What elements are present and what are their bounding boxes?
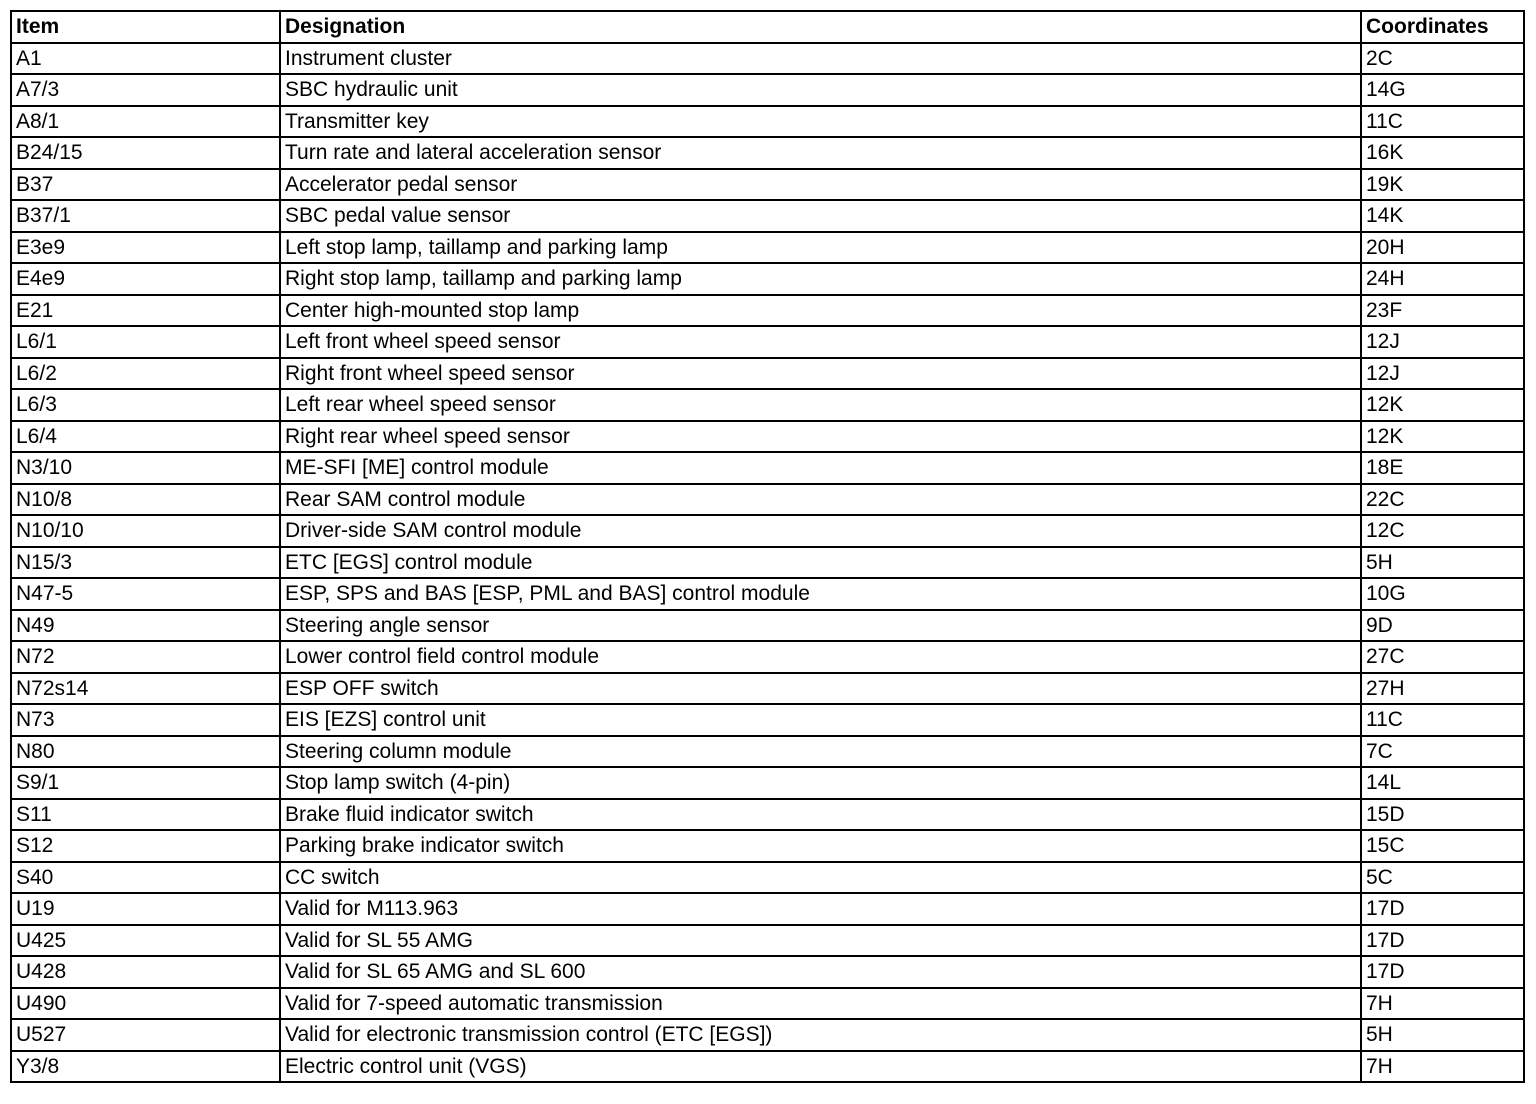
cell-coordinates: 10G	[1361, 578, 1524, 610]
cell-designation: Brake fluid indicator switch	[280, 799, 1361, 831]
cell-designation: Valid for electronic transmission control (ETC [EGS])	[280, 1019, 1361, 1051]
cell-item: L6/1	[11, 326, 280, 358]
cell-item: S40	[11, 862, 280, 894]
cell-item: U490	[11, 988, 280, 1020]
cell-coordinates: 15C	[1361, 830, 1524, 862]
table-row	[11, 862, 1524, 894]
table-row	[11, 736, 1524, 768]
cell-item: B37/1	[11, 200, 280, 232]
cell-item: B37	[11, 169, 280, 201]
cell-item: N3/10	[11, 452, 280, 484]
cell-designation: Instrument cluster	[280, 43, 1361, 75]
cell-item: S12	[11, 830, 280, 862]
cell-item: E3e9	[11, 232, 280, 264]
cell-item: L6/4	[11, 421, 280, 453]
cell-coordinates: 7H	[1361, 988, 1524, 1020]
cell-item: N15/3	[11, 547, 280, 579]
table-row	[11, 106, 1524, 138]
cell-item: N72s14	[11, 673, 280, 705]
table-row	[11, 200, 1524, 232]
cell-designation: Right stop lamp, taillamp and parking lamp	[280, 263, 1361, 295]
table-row	[11, 925, 1524, 957]
header-coordinates: Coordinates	[1361, 11, 1524, 43]
cell-designation: Parking brake indicator switch	[280, 830, 1361, 862]
cell-designation: Electric control unit (VGS)	[280, 1051, 1361, 1083]
cell-designation: Left front wheel speed sensor	[280, 326, 1361, 358]
component-legend-table	[10, 10, 1525, 1083]
table-row	[11, 610, 1524, 642]
table-row	[11, 232, 1524, 264]
cell-coordinates: 18E	[1361, 452, 1524, 484]
cell-designation: Valid for SL 55 AMG	[280, 925, 1361, 957]
cell-item: N72	[11, 641, 280, 673]
table-row	[11, 326, 1524, 358]
cell-coordinates: 14G	[1361, 74, 1524, 106]
cell-designation: Right front wheel speed sensor	[280, 358, 1361, 390]
cell-item: U428	[11, 956, 280, 988]
cell-designation: Steering column module	[280, 736, 1361, 768]
cell-coordinates: 7H	[1361, 1051, 1524, 1083]
table-row	[11, 1051, 1524, 1083]
cell-coordinates: 12C	[1361, 515, 1524, 547]
cell-coordinates: 17D	[1361, 956, 1524, 988]
cell-coordinates: 16K	[1361, 137, 1524, 169]
table-row	[11, 767, 1524, 799]
table-row	[11, 358, 1524, 390]
cell-item: Y3/8	[11, 1051, 280, 1083]
cell-item: S9/1	[11, 767, 280, 799]
cell-coordinates: 12K	[1361, 421, 1524, 453]
cell-designation: ESP OFF switch	[280, 673, 1361, 705]
cell-designation: Steering angle sensor	[280, 610, 1361, 642]
table-row	[11, 893, 1524, 925]
table-row	[11, 74, 1524, 106]
table-row	[11, 43, 1524, 75]
cell-coordinates: 27H	[1361, 673, 1524, 705]
cell-designation: Turn rate and lateral acceleration sensor	[280, 137, 1361, 169]
header-designation: Designation	[280, 11, 1361, 43]
table-row	[11, 421, 1524, 453]
cell-coordinates: 7C	[1361, 736, 1524, 768]
table-row	[11, 452, 1524, 484]
cell-item: N47-5	[11, 578, 280, 610]
cell-coordinates: 27C	[1361, 641, 1524, 673]
cell-item: L6/2	[11, 358, 280, 390]
cell-designation: ME-SFI [ME] control module	[280, 452, 1361, 484]
cell-item: E21	[11, 295, 280, 327]
cell-item: N80	[11, 736, 280, 768]
table-row	[11, 830, 1524, 862]
cell-coordinates: 17D	[1361, 893, 1524, 925]
cell-coordinates: 2C	[1361, 43, 1524, 75]
cell-coordinates: 12K	[1361, 389, 1524, 421]
cell-designation: CC switch	[280, 862, 1361, 894]
cell-item: N73	[11, 704, 280, 736]
table-row	[11, 515, 1524, 547]
cell-coordinates: 23F	[1361, 295, 1524, 327]
cell-designation: SBC pedal value sensor	[280, 200, 1361, 232]
cell-designation: ESP, SPS and BAS [ESP, PML and BAS] control module	[280, 578, 1361, 610]
cell-designation: Stop lamp switch (4-pin)	[280, 767, 1361, 799]
cell-designation: EIS [EZS] control unit	[280, 704, 1361, 736]
cell-designation: Left rear wheel speed sensor	[280, 389, 1361, 421]
cell-coordinates: 14L	[1361, 767, 1524, 799]
table-row	[11, 641, 1524, 673]
cell-item: U527	[11, 1019, 280, 1051]
cell-coordinates: 24H	[1361, 263, 1524, 295]
cell-coordinates: 22C	[1361, 484, 1524, 516]
table-header-row	[11, 11, 1524, 43]
cell-coordinates: 17D	[1361, 925, 1524, 957]
table-body	[11, 43, 1524, 1083]
cell-item: U19	[11, 893, 280, 925]
cell-coordinates: 11C	[1361, 704, 1524, 736]
cell-coordinates: 5C	[1361, 862, 1524, 894]
table-row	[11, 484, 1524, 516]
table-row	[11, 673, 1524, 705]
cell-designation: SBC hydraulic unit	[280, 74, 1361, 106]
cell-designation: Left stop lamp, taillamp and parking lamp	[280, 232, 1361, 264]
cell-coordinates: 5H	[1361, 547, 1524, 579]
table-row	[11, 295, 1524, 327]
table-row	[11, 1019, 1524, 1051]
cell-designation: Accelerator pedal sensor	[280, 169, 1361, 201]
cell-coordinates: 5H	[1361, 1019, 1524, 1051]
cell-item: S11	[11, 799, 280, 831]
table-row	[11, 704, 1524, 736]
cell-coordinates: 9D	[1361, 610, 1524, 642]
cell-designation: Lower control field control module	[280, 641, 1361, 673]
cell-item: A8/1	[11, 106, 280, 138]
cell-item: U425	[11, 925, 280, 957]
cell-item: A7/3	[11, 74, 280, 106]
cell-coordinates: 14K	[1361, 200, 1524, 232]
cell-item: B24/15	[11, 137, 280, 169]
cell-coordinates: 19K	[1361, 169, 1524, 201]
cell-coordinates: 12J	[1361, 358, 1524, 390]
table-row	[11, 137, 1524, 169]
cell-designation: Valid for M113.963	[280, 893, 1361, 925]
cell-designation: Center high-mounted stop lamp	[280, 295, 1361, 327]
cell-designation: Valid for 7-speed automatic transmission	[280, 988, 1361, 1020]
cell-designation: Rear SAM control module	[280, 484, 1361, 516]
cell-designation: Right rear wheel speed sensor	[280, 421, 1361, 453]
cell-designation: Driver-side SAM control module	[280, 515, 1361, 547]
table-row	[11, 263, 1524, 295]
cell-coordinates: 15D	[1361, 799, 1524, 831]
cell-coordinates: 12J	[1361, 326, 1524, 358]
cell-coordinates: 11C	[1361, 106, 1524, 138]
cell-item: N10/10	[11, 515, 280, 547]
table-row	[11, 799, 1524, 831]
cell-item: L6/3	[11, 389, 280, 421]
cell-designation: Valid for SL 65 AMG and SL 600	[280, 956, 1361, 988]
cell-item: N49	[11, 610, 280, 642]
cell-item: A1	[11, 43, 280, 75]
header-item: Item	[11, 11, 280, 43]
table-row	[11, 578, 1524, 610]
table-row	[11, 956, 1524, 988]
table-row	[11, 988, 1524, 1020]
cell-coordinates: 20H	[1361, 232, 1524, 264]
table-row	[11, 169, 1524, 201]
table-row	[11, 547, 1524, 579]
cell-designation: ETC [EGS] control module	[280, 547, 1361, 579]
cell-item: E4e9	[11, 263, 280, 295]
table-row	[11, 389, 1524, 421]
cell-item: N10/8	[11, 484, 280, 516]
cell-designation: Transmitter key	[280, 106, 1361, 138]
